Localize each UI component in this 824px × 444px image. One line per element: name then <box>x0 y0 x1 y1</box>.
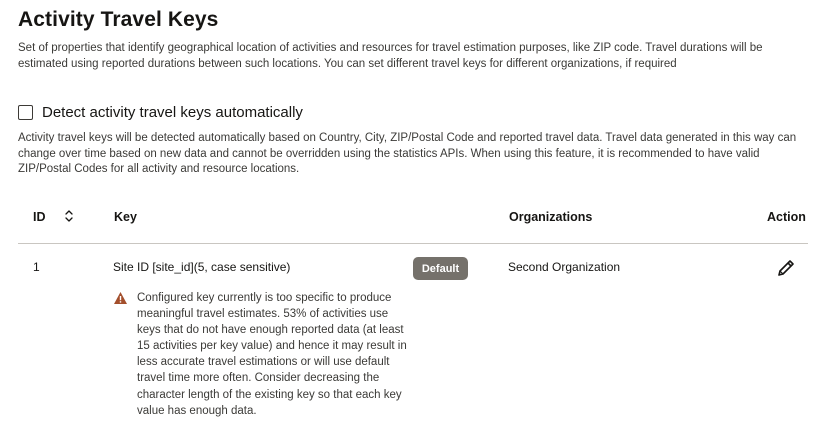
row-id: 1 <box>33 260 40 274</box>
column-header-action: Action <box>767 210 806 224</box>
auto-detect-label[interactable]: Detect activity travel keys automatically <box>42 104 303 121</box>
sort-icon[interactable] <box>64 209 74 223</box>
page-description: Set of properties that identify geographical location of activities and resources for travel estimation purposes, like ZIP code. Travel durations will be estimated using reported durations between such locations. You can set different travel keys for different organizations, if required <box>18 42 763 70</box>
auto-detect-row[interactable] <box>18 104 303 121</box>
pencil-icon[interactable] <box>775 257 797 279</box>
row-warning-text: Configured key currently is too specific to produce meaningful travel estimates. 53% of activities use keys that do not have enough reported data (at least 15 activities per key value) and hence it may result in less accurate travel estimations or will use default travel time more often. Consider decreasing the character length of the existing key so that each key value has enough data. <box>137 292 407 417</box>
page-title: Activity Travel Keys <box>18 8 219 31</box>
column-header-key: Key <box>114 210 137 224</box>
table-header-divider <box>18 243 808 244</box>
row-organizations: Second Organization <box>508 260 621 274</box>
default-badge: Default <box>413 257 468 280</box>
column-header-id: ID <box>33 210 46 224</box>
row-key: Site ID [site_id](5, case sensitive) <box>113 260 291 274</box>
auto-detect-checkbox[interactable] <box>18 105 33 120</box>
column-header-organizations: Organizations <box>509 210 593 224</box>
auto-detect-description: Activity travel keys will be detected automatically based on Country, City, ZIP/Postal Code and reported travel data. Travel data generated in this way can change over time based on new data and cannot be overridden using the statistics APIs. When using this feature, it is recommended to have valid ZIP/Postal Codes for all activity and resource locations. <box>18 132 797 175</box>
warning-triangle-icon <box>113 291 128 305</box>
